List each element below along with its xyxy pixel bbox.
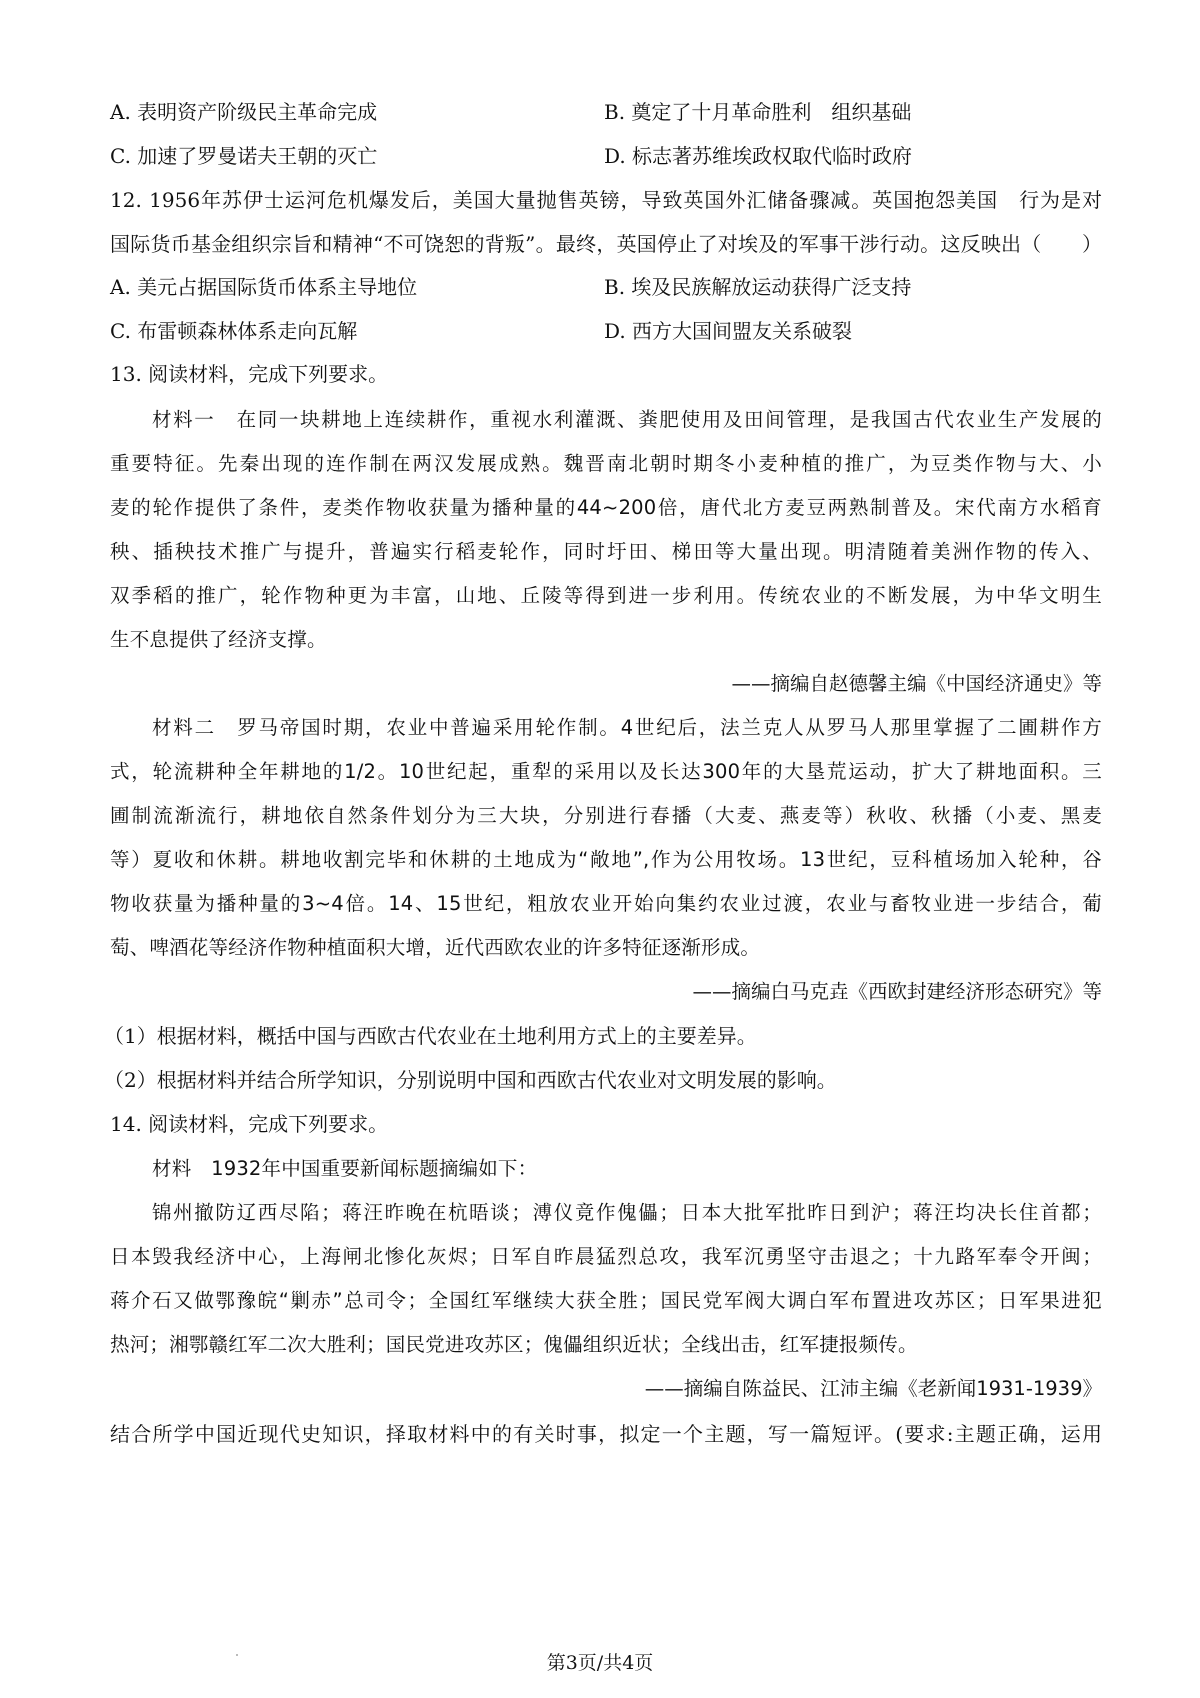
page-number-footer: 第3页/共4页 — [546, 1652, 654, 1674]
q14-task: 结合所学中国近现代史知识，择取材料中的有关时事，拟定一个主题，写一篇短评。(要求:主题正确，运用 — [110, 1422, 1102, 1446]
q12-stem-line-2: 国际货币基金组织宗旨和精神“不可饶恕的背叛”。最终，英国停止了对埃及的军事干涉行动。这反映出（ ） — [110, 232, 1102, 256]
q13-material2-line-4: 等）夏收和休耕。耕地收割完毕和休耕的土地成为“敞地”,作为公用牧场。13世纪，豆科植场加入轮种，谷 — [110, 848, 1102, 871]
q14-headlines-line-1: 锦州撤防辽西尽陷；蒋汪昨晚在杭晤谈；溥仪竟作傀儡；日本大批军批昨日到沪；蒋汪均决长住首都； — [152, 1201, 1102, 1224]
q13-material2-line-6: 萄、啤酒花等经济作物种植面积大增，近代西欧农业的许多特征逐渐形成。 — [110, 936, 761, 959]
q14-material-title: 材料 1932年中国重要新闻标题摘编如下： — [152, 1157, 538, 1180]
q12-option-b: B. 埃及民族解放运动获得广泛支持 — [604, 275, 912, 299]
q13-sub-question-2: （2）根据材料并结合所学知识，分别说明中国和西欧古代农业对文明发展的影响。 — [104, 1068, 837, 1092]
q13-stem: 13. 阅读材料，完成下列要求。 — [110, 362, 389, 386]
q11-option-d: D. 标志著苏维埃政权取代临时政府 — [604, 144, 913, 168]
q13-material1-line-6: 生不息提供了经济支撑。 — [110, 628, 327, 651]
q13-material1-line-3: 麦的轮作提供了条件，麦类作物收获量为播种量的44~200倍，唐代北方麦豆两熟制普及。宋代南方水稻育 — [110, 496, 1102, 519]
q14-source: ——摘编自陈益民、江沛主编《老新闻1931-1939》 — [644, 1377, 1102, 1400]
q11-option-a: A. 表明资产阶级民主革命完成 — [110, 100, 378, 124]
q12-option-a: A. 美元占据国际货币体系主导地位 — [110, 275, 418, 299]
q14-headlines-line-4: 热河；湘鄂赣红军二次大胜利；国民党进攻苏区；傀儡组织近状；全线出击，红军捷报频传。 — [110, 1333, 918, 1356]
q12-option-c: C. 布雷顿森林体系走向瓦解 — [110, 319, 358, 343]
q13-material2-line-3: 圃制流渐流行，耕地依自然条件划分为三大块，分别进行春播（大麦、燕麦等）秋收、秋播（小麦、黑麦 — [110, 804, 1102, 827]
q14-stem: 14. 阅读材料，完成下列要求。 — [110, 1112, 389, 1136]
q13-source-1: ——摘编自赵德馨主编《中国经济通史》等 — [731, 672, 1102, 695]
q13-material2-line-1: 材料二 罗马帝国时期，农业中普遍采用轮作制。4世纪后，法兰克人从罗马人那里掌握了二圃耕作方 — [152, 716, 1102, 739]
q13-material1-line-1: 材料一 在同一块耕地上连续耕作，重视水利灌溉、粪肥使用及田间管理，是我国古代农业生产发展的 — [152, 408, 1102, 431]
q11-option-c: C. 加速了罗曼诺夫王朝的灭亡 — [110, 144, 378, 168]
q11-option-b: B. 奠定了十月革命胜利 组织基础 — [604, 100, 912, 124]
q13-sub-question-1: （1）根据材料，概括中国与西欧古代农业在土地利用方式上的主要差异。 — [104, 1024, 757, 1048]
q13-material1-line-4: 秧、插秧技术推广与提升，普遍实行稻麦轮作，同时圩田、梯田等大量出现。明清随着美洲作物的传入、 — [110, 540, 1102, 563]
q13-material1-line-2: 重要特征。先秦出现的连作制在两汉发展成熟。魏晋南北朝时期冬小麦种植的推广，为豆类作物与大、小 — [110, 452, 1102, 475]
q13-material1-line-5: 双季稻的推广，轮作物种更为丰富，山地、丘陵等得到进一步利用。传统农业的不断发展，为中华文明生 — [110, 584, 1102, 607]
q12-option-d: D. 西方大国间盟友关系破裂 — [604, 319, 853, 343]
q13-material2-line-2: 式，轮流耕种全年耕地的1/2。10世纪起，重犁的采用以及长达300年的大垦荒运动，扩大了耕地面积。三 — [110, 760, 1102, 783]
q14-headlines-line-2: 日本毁我经济中心，上海闸北惨化灰烬；日军自昨晨猛烈总攻，我军沉勇坚守击退之；十九路军奉令开闽； — [110, 1245, 1102, 1268]
q13-material2-line-5: 物收获量为播种量的3~4倍。14、15世纪，粗放农业开始向集约农业过渡，农业与畜牧业进一步结合，葡 — [110, 892, 1102, 915]
q14-headlines-line-3: 蒋介石又做鄂豫皖“剿赤”总司令；全国红军继续大获全胜；国民党军阀大调白军布置进攻苏区；日军果进犯 — [110, 1289, 1102, 1312]
q12-stem-line-1: 12. 1956年苏伊士运河危机爆发后，美国大量抛售英镑，导致英国外汇储备骤减。英国抱怨美国 行为是对 — [110, 188, 1102, 212]
q13-source-2: ——摘编白马克垚《西欧封建经济形态研究》等 — [692, 980, 1102, 1003]
